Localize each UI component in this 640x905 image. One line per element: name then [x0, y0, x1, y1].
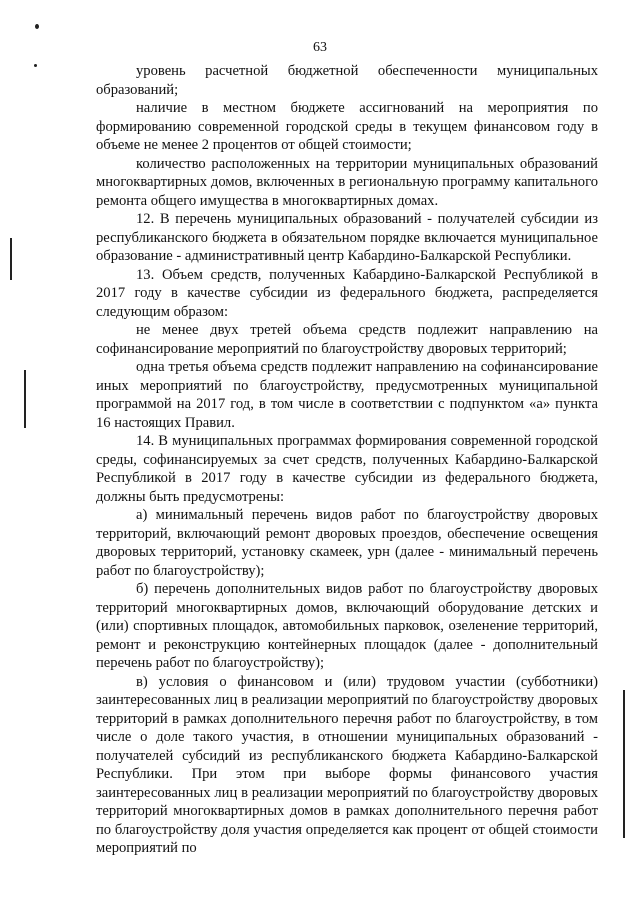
- margin-line-mark: [623, 690, 625, 838]
- paragraph: уровень расчетной бюджетной обеспеченности муниципальных образований;: [96, 63, 598, 98]
- scan-speck-mark: [34, 64, 37, 67]
- paragraph: 14. В муниципальных программах формирования современной городской среды, софинансируемых за счет средств, полученных Кабардино-Балкарской Республикой в 2017 году в качестве субсидии из федерального бюджета, должны быть предусмотрены:: [96, 433, 598, 505]
- paragraph: а) минимальный перечень видов работ по благоустройству дворовых территорий, включающий ремонт дворовых проездов, обеспечение освещения дворовых территорий, установку скамеек, урн (далее - минимальный перечень работ по благоустройству);: [96, 507, 598, 579]
- paragraph: количество расположенных на территории муниципальных образований многоквартирных домов, включенных в региональную программу капитального ремонта общего имущества в многоквартирных домах.: [96, 155, 598, 209]
- paragraph: не менее двух третей объема средств подлежит направлению на софинансирование мероприятий по благоустройству дворовых территорий;: [96, 322, 598, 357]
- document-body: [96, 62, 598, 858]
- page-number: 63: [313, 40, 327, 55]
- paragraph: в) условия о финансовом и (или) трудовом участии (субботники) заинтересованных лиц в реализации мероприятий по благоустройству дворовых территорий в рамках дополнительного перечня работ по благоустройству, в том числе о доле такого участия, в отношении муниципальных образований - получателей субсидий из республиканского бюджета Кабардино-Балкарской Республики. При этом при выборе формы финансового участия заинтересованных лиц в реализации мероприятий по благоустройству дворовых территорий многоквартирных домов в рамках дополнительного перечня работ по благоустройству доля участия определяется как процент от общей стоимости мероприятий по: [96, 673, 598, 856]
- paragraph: наличие в местном бюджете ассигнований на мероприятия по формированию современной городской среды в текущем финансовом году в объеме не менее 2 процентов от общей стоимости;: [96, 100, 598, 153]
- paragraph: 13. Объем средств, полученных Кабардино-Балкарской Республикой в 2017 году в качестве субсидии из федерального бюджета, распределяется следующим образом:: [96, 266, 598, 320]
- scan-speck-mark: [35, 24, 39, 29]
- margin-line-mark: [24, 370, 26, 428]
- paragraph: одна третья объема средств подлежит направлению на софинансирование иных мероприятий по благоустройству, предусмотренных муниципальной программой на 2017 год, в том числе в соответствии с подпунктом «а» пункта 16 настоящих Правил.: [96, 359, 598, 431]
- margin-line-mark: [10, 238, 12, 280]
- paragraph: б) перечень дополнительных видов работ по благоустройству дворовых территорий многоквартирных домов, включающий оборудование детских и (или) спортивных площадок, автомобильных парковок, озеленение территорий, ремонт и реконструкцию контейнерных площадок (далее - дополнительный перечень работ по благоустройству);: [96, 581, 598, 671]
- paragraph: 12. В перечень муниципальных образований - получателей субсидии из республиканского бюджета в обязательном порядке включается муниципальное образование - административный центр Кабардино-Балкарской Республики.: [96, 211, 598, 264]
